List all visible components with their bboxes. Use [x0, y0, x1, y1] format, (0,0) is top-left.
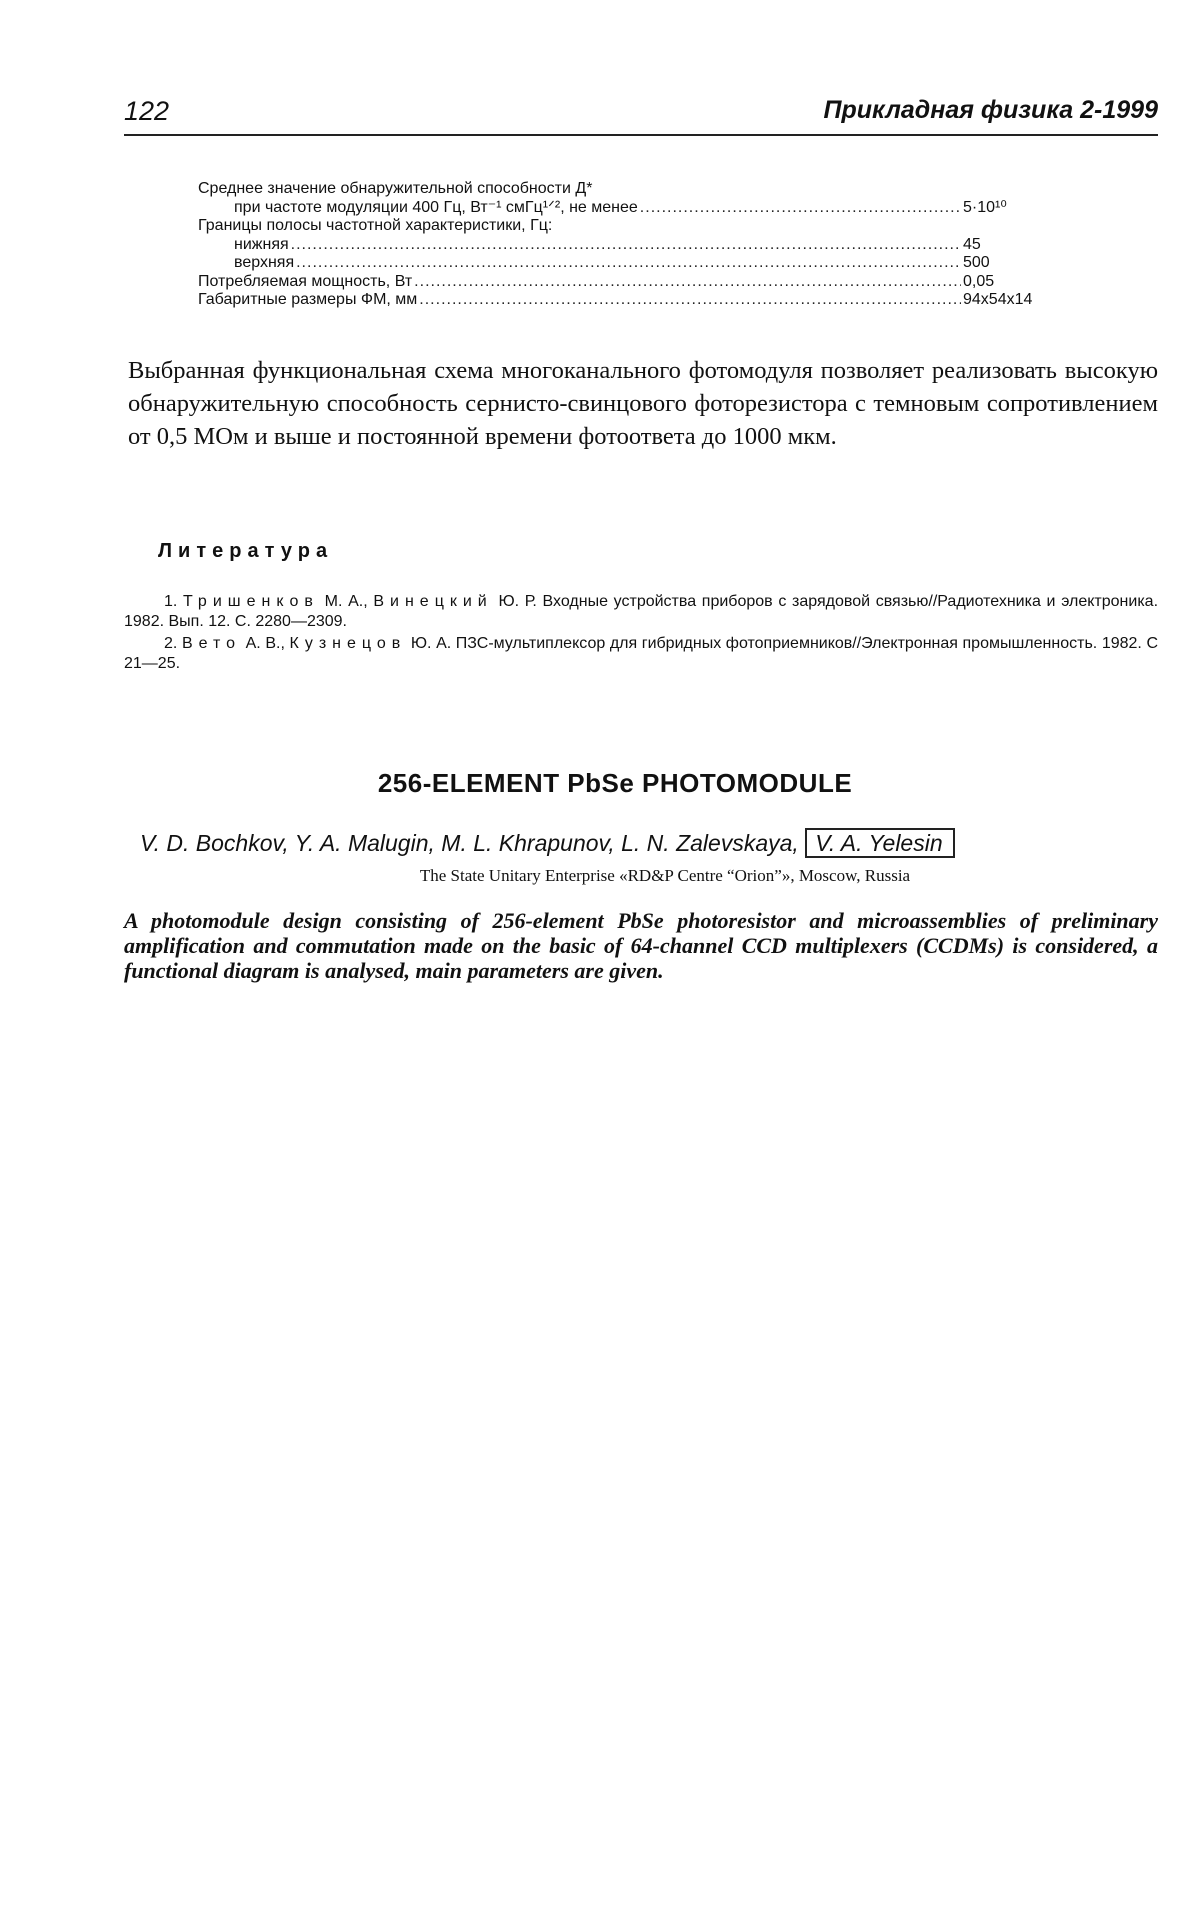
reference-author: Тришенков: [183, 593, 319, 610]
reference-initials: М. А.,: [324, 593, 368, 610]
english-abstract: A photomodule design consisting of 256-element PbSe photoresistor and microassemblies of preliminary amplification and commutation made on the basic of 64-channel CCD multiplexers (CCDMs) is considered, a functional diagram is analysed, main parameters are given.: [124, 908, 1158, 983]
reference-item: [124, 634, 1158, 674]
spec-label: Среднее значение обнаружительной способности Д*: [198, 180, 593, 197]
page-number: 122: [124, 96, 170, 126]
spec-row-bandwidth-upper: [198, 254, 1058, 273]
spec-label: верхняя: [234, 254, 295, 271]
reference-author: Винецкий: [373, 593, 493, 610]
spec-value: 45: [963, 235, 981, 253]
authors-list: V. D. Bochkov, Y. A. Malugin, M. L. Khrapunov, L. N. Zalevskaya,: [140, 830, 799, 856]
reference-initials: Ю. А.: [410, 635, 452, 652]
reference-author: Кузнецов: [289, 635, 407, 652]
spec-value: 0,05: [963, 272, 995, 290]
page-header: [124, 96, 1158, 136]
leader-dots: [640, 199, 961, 218]
journal-title: Прикладная физика 2-1999: [823, 96, 1158, 124]
spec-label: Габаритные размеры ФМ, мм: [198, 291, 418, 308]
spec-value: 500: [963, 254, 990, 271]
reference-text: Входные устройства приборов с зарядовой связью//Радиотехника и электроника. 1982. Вып. 12. С. 2280—2309.: [124, 593, 1159, 630]
reference-number: 1.: [164, 593, 178, 610]
spec-value: 5·10¹⁰: [963, 198, 1007, 216]
spec-label: Потребляемая мощность, Вт: [198, 272, 413, 290]
affiliation: The State Unitary Enterprise «RD&P Centre “Orion”», Moscow, Russia: [419, 866, 911, 885]
spec-row-dimensions: [198, 291, 1058, 310]
leader-dots: [419, 291, 961, 310]
spec-label: нижняя: [234, 235, 289, 253]
specifications-list: [198, 180, 1058, 310]
spec-value: 94x54x14: [963, 291, 1033, 308]
english-title: 256-ELEMENT PbSe PHOTOMODULE: [377, 768, 853, 798]
spec-row-power: [198, 273, 1058, 292]
reference-initials: Ю. Р.: [498, 593, 537, 610]
body-paragraph: Выбранная функциональная схема многоканального фотомодуля позволяет реализовать высокую обнаружительную способность сернисто-свинцового фоторезистора с темновым сопротивлением от 0,5 МОм и выше и постоянной времени фотоответа до 1000 мкм.: [128, 357, 1158, 450]
spec-label: Границы полосы частотной характеристики, Гц:: [198, 217, 553, 234]
boxed-author: V. A. Yelesin: [805, 828, 954, 858]
spec-row-detectivity: [198, 199, 1058, 218]
english-authors: [140, 828, 1160, 858]
leader-dots: [291, 236, 961, 255]
header-rule: [124, 134, 1158, 136]
reference-author: Вето: [181, 635, 242, 652]
spec-row-bandwidth-title: [198, 217, 1058, 236]
references-list: [124, 592, 1158, 676]
reference-initials: А. В.,: [245, 635, 285, 652]
spec-label: при частоте модуляции 400 Гц, Вт⁻¹ смГц¹ᐟ², не менее: [234, 198, 638, 216]
spec-row-bandwidth-lower: [198, 236, 1058, 255]
reference-item: [124, 592, 1158, 632]
leader-dots: [414, 273, 961, 292]
reference-number: 2.: [164, 635, 178, 652]
spec-row-detectivity-title: [198, 180, 1058, 199]
leader-dots: [296, 254, 961, 273]
reference-text: ПЗС-мультиплексор для гибридных фотоприемников//Электронная промышленность. 1982. С 21—25.: [124, 635, 1158, 672]
references-heading: Литература: [158, 540, 334, 562]
